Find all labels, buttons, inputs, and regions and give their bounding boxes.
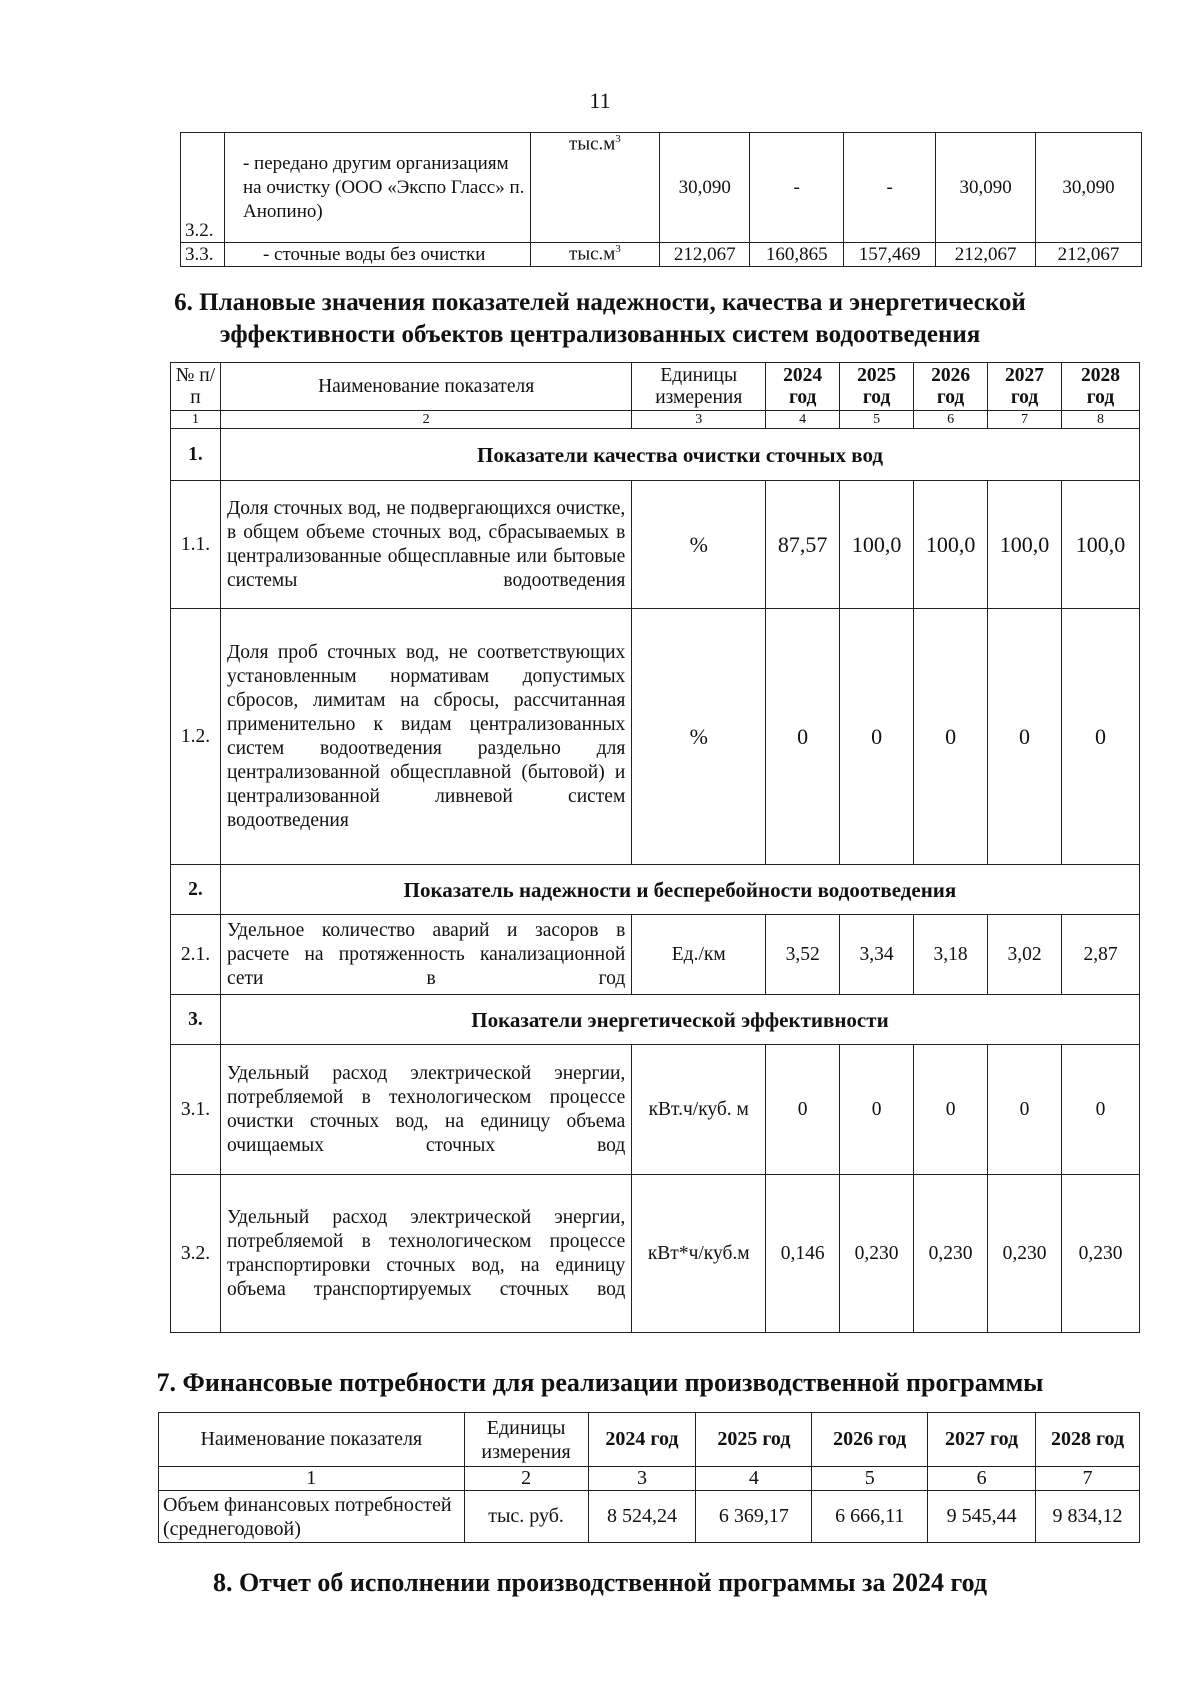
value-cell: -	[750, 133, 844, 243]
row-unit: $тыс.м^3$	[530, 133, 660, 243]
value-cell: 0	[840, 1045, 914, 1175]
col-number: 7	[988, 411, 1062, 429]
row-unit: Ед./км	[632, 915, 766, 995]
value-cell: 0,230	[988, 1175, 1062, 1333]
col-number: 6	[914, 411, 988, 429]
value-cell: 0,146	[766, 1175, 840, 1333]
value-cell: 100,0	[914, 481, 988, 609]
value-cell: 100,0	[1062, 481, 1140, 609]
row-name: Доля сточных вод, не подвергающихся очистке, в общем объеме сточных вод, сбрасываемых в централизованные общесплавные или бытовые системы водоотведения	[220, 481, 631, 609]
row-unit: %	[632, 481, 766, 609]
section-7-title: 7. Финансовые потребности для реализации производственной программы	[156, 1368, 1044, 1397]
header-year: 2028 год	[1062, 363, 1140, 411]
row-name: - передано другим организациям на очистку (ООО «Экспо Гласс» п. Анопино)	[224, 133, 530, 243]
value-cell: -	[844, 133, 936, 243]
group-title: Показатели энергетической эффективности	[220, 995, 1139, 1045]
value-cell: 157,469	[844, 243, 936, 267]
value-cell: 0	[766, 1045, 840, 1175]
group-title: Показатель надежности и бесперебойности водоотведения	[220, 865, 1139, 915]
header-year: 2024 год	[766, 363, 840, 411]
value-cell: 8 524,24	[588, 1491, 696, 1543]
value-cell: 2,87	[1062, 915, 1140, 995]
header-year: 2026 год	[812, 1413, 928, 1467]
section-6-title	[0, 287, 1200, 351]
group-row	[171, 865, 1140, 915]
value-cell: 0	[988, 1045, 1062, 1175]
value-cell: 0	[766, 609, 840, 865]
header-row	[171, 363, 1140, 411]
header-name: Наименование показателя	[159, 1413, 465, 1467]
col-number: 1	[159, 1467, 465, 1491]
header-num: № п/п	[171, 363, 221, 411]
column-numbers-row	[159, 1467, 1140, 1491]
value-cell: 0	[840, 609, 914, 865]
section-6-title-line1: 6. Плановые значения показателей надежности, качества и энергетической	[174, 289, 1026, 316]
value-cell: 9 834,12	[1036, 1491, 1140, 1543]
group-title: Показатели качества очистки сточных вод	[220, 429, 1139, 481]
value-cell: 30,090	[936, 133, 1036, 243]
header-unit: Единицы измерения	[464, 1413, 588, 1467]
row-number: 2.1.	[171, 915, 221, 995]
row-number: 1.1.	[171, 481, 221, 609]
section-8-title: 8. Отчет об исполнении производственной программы за 2024 год	[212, 1568, 988, 1597]
header-name: Наименование показателя	[220, 363, 631, 411]
value-cell: 0	[1062, 1045, 1140, 1175]
value-cell: 3,02	[988, 915, 1062, 995]
col-number: 8	[1062, 411, 1140, 429]
section-6-title-line2: эффективности объектов централизованных систем водоотведения	[219, 321, 981, 348]
page-number: 11	[589, 88, 611, 113]
row-name: Удельное количество аварий и засоров в расчете на протяженность канализационной сети в год	[220, 915, 631, 995]
value-cell: 0	[988, 609, 1062, 865]
col-number: 7	[1036, 1467, 1140, 1491]
col-number: 6	[928, 1467, 1036, 1491]
table-row	[181, 133, 1142, 243]
col-number: 5	[840, 411, 914, 429]
value-cell: 0,230	[1062, 1175, 1140, 1333]
value-cell: 9 545,44	[928, 1491, 1036, 1543]
row-unit: кВт*ч/куб.м	[632, 1175, 766, 1333]
table-row	[181, 243, 1142, 267]
row-name: Удельный расход электрической энергии, потребляемой в технологическом процессе транспортировки сточных вод, на единицу объема транспортируемых сточных вод	[220, 1175, 631, 1333]
value-cell: 0	[1062, 609, 1140, 865]
value-cell: 3,18	[914, 915, 988, 995]
value-cell: 30,090	[660, 133, 750, 243]
column-numbers-row	[171, 411, 1140, 429]
value-cell: 100,0	[988, 481, 1062, 609]
header-unit: Единицы измерения	[632, 363, 766, 411]
col-number: 2	[220, 411, 631, 429]
row-name: Доля проб сточных вод, не соответствующих установленным нормативам допустимых сбросов, лимитам на сбросы, рассчитанная применительно к видам централизованных систем водоотведения раздельно для централизованной общесплавной (бытовой) и централизованной ливневой систем водоотведения	[220, 609, 631, 865]
value-cell: 6 369,17	[696, 1491, 812, 1543]
table-row	[159, 1491, 1140, 1543]
group-row	[171, 429, 1140, 481]
table-row	[171, 481, 1140, 609]
table-row	[171, 609, 1140, 865]
header-year: 2028 год	[1036, 1413, 1140, 1467]
col-number: 1	[171, 411, 221, 429]
row-unit: %	[632, 609, 766, 865]
table-row	[171, 1175, 1140, 1333]
table-row	[171, 1045, 1140, 1175]
header-year: 2027 год	[988, 363, 1062, 411]
value-cell: 87,57	[766, 481, 840, 609]
group-number: 2.	[171, 865, 221, 915]
row-number: 3.1.	[171, 1045, 221, 1175]
col-number: 3	[632, 411, 766, 429]
col-number: 4	[766, 411, 840, 429]
header-year: 2024 год	[588, 1413, 696, 1467]
row-number: 3.3.	[181, 243, 225, 267]
value-cell: 212,067	[1036, 243, 1142, 267]
row-number: 3.2.	[171, 1175, 221, 1333]
col-number: 4	[696, 1467, 812, 1491]
row-name: Удельный расход электрической энергии, потребляемой в технологическом процессе очистки сточных вод, на единицу объема очищаемых сточных вод	[220, 1045, 631, 1175]
value-cell: 100,0	[840, 481, 914, 609]
value-cell: 6 666,11	[812, 1491, 928, 1543]
row-name: - сточные воды без очистки	[224, 243, 530, 267]
value-cell: 3,34	[840, 915, 914, 995]
row-number: 3.2.	[181, 133, 225, 243]
value-cell: 160,865	[750, 243, 844, 267]
header-year: 2025 год	[840, 363, 914, 411]
group-row	[171, 995, 1140, 1045]
value-cell: 0,230	[840, 1175, 914, 1333]
finance-table	[158, 1412, 1140, 1543]
group-number: 3.	[171, 995, 221, 1045]
row-number: 1.2.	[171, 609, 221, 865]
header-year: 2025 год	[696, 1413, 812, 1467]
col-number: 5	[812, 1467, 928, 1491]
table-row	[171, 915, 1140, 995]
row-unit: $тыс.м^3$	[530, 243, 660, 267]
row-unit: тыс. руб.	[464, 1491, 588, 1543]
group-number: 1.	[171, 429, 221, 481]
value-cell: 30,090	[1036, 133, 1142, 243]
value-cell: 0	[914, 609, 988, 865]
top-continuation-table	[180, 132, 1142, 267]
header-row	[159, 1413, 1140, 1467]
indicators-table	[170, 362, 1140, 1333]
col-number: 2	[464, 1467, 588, 1491]
value-cell: 3,52	[766, 915, 840, 995]
value-cell: 212,067	[936, 243, 1036, 267]
header-year: 2026 год	[914, 363, 988, 411]
row-unit: кВт.ч/куб. м	[632, 1045, 766, 1175]
value-cell: 212,067	[660, 243, 750, 267]
header-year: 2027 год	[928, 1413, 1036, 1467]
row-name: Объем финансовых потребностей (среднегодовой)	[159, 1491, 465, 1543]
col-number: 3	[588, 1467, 696, 1491]
value-cell: 0,230	[914, 1175, 988, 1333]
value-cell: 0	[914, 1045, 988, 1175]
